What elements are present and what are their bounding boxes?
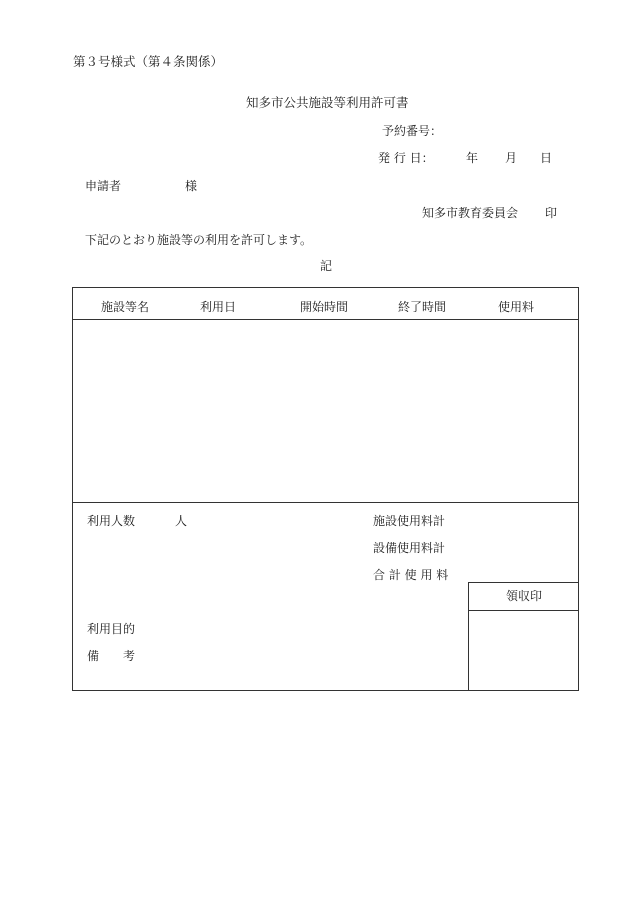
summary-divider — [73, 502, 578, 503]
column-header-fee: 使用料 — [497, 300, 535, 314]
column-header-facility: 施設等名 — [100, 300, 150, 314]
applicant-label: 申請者 — [85, 179, 122, 193]
month-label: 月 — [505, 151, 518, 165]
grand-total-label: 合 計 使 用 料 — [373, 568, 449, 582]
applicant-honorific: 様 — [185, 179, 198, 193]
column-header-start-time: 開始時間 — [299, 300, 349, 314]
permit-table — [72, 287, 579, 691]
facility-fee-total-label: 施設使用料計 — [373, 514, 446, 528]
column-header-end-time: 終了時間 — [397, 300, 447, 314]
form-number: 第３号様式（第４条関係） — [73, 54, 224, 69]
reservation-number-label: 予約番号： — [382, 124, 443, 138]
day-label: 日 — [540, 151, 553, 165]
receipt-seal-box — [468, 582, 579, 691]
document-title: 知多市公共施設等利用許可書 — [246, 95, 409, 110]
equipment-fee-total-label: 設備使用料計 — [373, 541, 446, 555]
issuer-name: 知多市教育委員会 — [422, 206, 519, 220]
people-unit: 人 — [175, 514, 188, 528]
usage-entry-area[interactable] — [73, 320, 578, 502]
permission-statement: 下記のとおり施設等の利用を許可します。 — [85, 233, 313, 247]
receipt-seal-area[interactable] — [469, 610, 579, 691]
ki-heading: 記 — [320, 259, 333, 273]
remarks-label: 備 考 — [87, 649, 136, 663]
issuer-seal: 印 — [545, 206, 558, 220]
issue-date-label: 発 行 日： — [378, 151, 434, 165]
column-header-date: 利用日 — [199, 300, 237, 314]
purpose-label: 利用目的 — [87, 622, 136, 636]
people-count-label: 利用人数 — [87, 514, 136, 528]
receipt-seal-label: 領収印 — [469, 583, 579, 611]
year-label: 年 — [466, 151, 479, 165]
